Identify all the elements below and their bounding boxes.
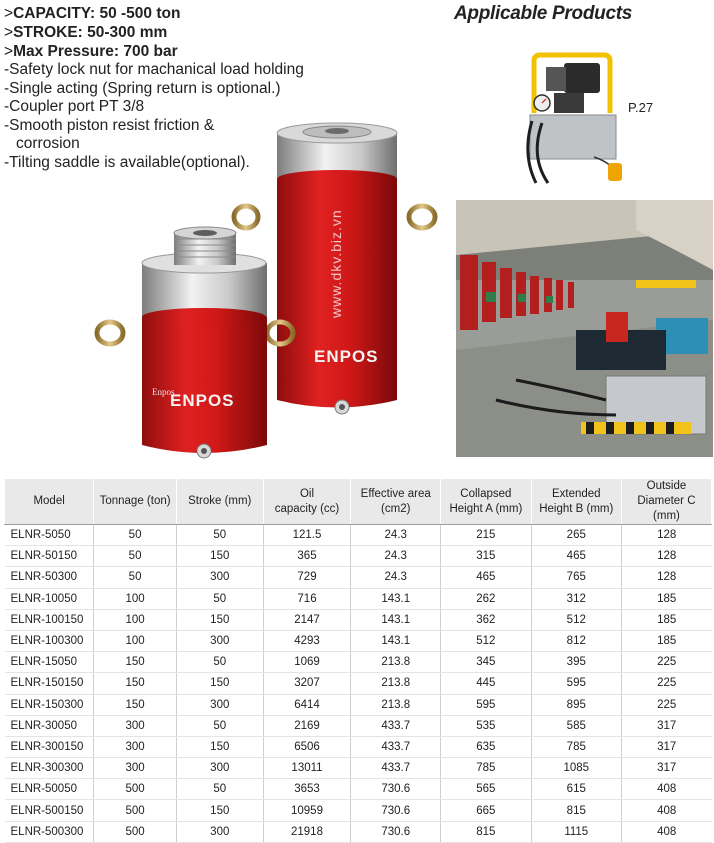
table-cell: ELNR-300150 xyxy=(5,736,94,757)
table-cell: 185 xyxy=(621,630,711,651)
table-cell: 121.5 xyxy=(263,525,351,546)
table-cell: 24.3 xyxy=(351,567,441,588)
table-cell: ELNR-150150 xyxy=(5,673,94,694)
table-cell: 10959 xyxy=(263,800,351,821)
table-cell: 565 xyxy=(441,779,532,800)
table-cell: 185 xyxy=(621,588,711,609)
table-cell: 730.6 xyxy=(351,800,441,821)
table-cell: 300 xyxy=(176,630,263,651)
table-cell: 6506 xyxy=(263,736,351,757)
table-cell: 300 xyxy=(176,694,263,715)
pressure-spec: >Max Pressure: 700 bar xyxy=(4,43,178,60)
table-row xyxy=(5,715,712,736)
table-cell: 815 xyxy=(531,800,621,821)
table-cell: 300 xyxy=(94,736,177,757)
table-cell: 213.8 xyxy=(351,652,441,673)
table-cell: 50 xyxy=(94,567,177,588)
table-row xyxy=(5,567,712,588)
table-cell: 150 xyxy=(176,800,263,821)
table-cell: 1085 xyxy=(531,758,621,779)
table-cell: 50 xyxy=(94,546,177,567)
page-reference: P.27 xyxy=(628,100,654,115)
table-cell: 585 xyxy=(531,715,621,736)
table-cell: 815 xyxy=(441,821,532,842)
table-cell: 362 xyxy=(441,609,532,630)
table-cell: 143.1 xyxy=(351,630,441,651)
table-cell: 365 xyxy=(263,546,351,567)
table-cell: 317 xyxy=(621,758,711,779)
table-cell: 150 xyxy=(176,609,263,630)
table-cell: 100 xyxy=(94,588,177,609)
table-cell: 50 xyxy=(176,779,263,800)
col-header-collapsed-height: Collapsed Height A (mm) xyxy=(441,479,532,525)
table-cell: 433.7 xyxy=(351,736,441,757)
table-cell: 465 xyxy=(441,567,532,588)
table-cell: 317 xyxy=(621,715,711,736)
table-cell: 312 xyxy=(531,588,621,609)
table-cell: 345 xyxy=(441,652,532,673)
table-cell: 50 xyxy=(176,715,263,736)
table-cell: ELNR-10050 xyxy=(5,588,94,609)
table-cell: ELNR-100300 xyxy=(5,630,94,651)
table-cell: 300 xyxy=(94,715,177,736)
table-cell: ELNR-50150 xyxy=(5,546,94,567)
table-cell: 317 xyxy=(621,736,711,757)
table-cell: 21918 xyxy=(263,821,351,842)
table-cell: 128 xyxy=(621,567,711,588)
table-row xyxy=(5,736,712,757)
table-cell: 2169 xyxy=(263,715,351,736)
table-header-row xyxy=(5,479,712,525)
table-cell: 465 xyxy=(531,546,621,567)
table-cell: 4293 xyxy=(263,630,351,651)
svg-text:ENPOS: ENPOS xyxy=(170,391,235,410)
table-cell: 150 xyxy=(176,673,263,694)
table-row xyxy=(5,821,712,842)
table-cell: 24.3 xyxy=(351,525,441,546)
table-cell: 433.7 xyxy=(351,715,441,736)
table-cell: 300 xyxy=(176,821,263,842)
stroke-spec: >STROKE: 50-300 mm xyxy=(4,24,168,41)
hydraulic-pump-image xyxy=(520,45,624,185)
table-cell: 6414 xyxy=(263,694,351,715)
table-cell: 1115 xyxy=(531,821,621,842)
table-cell: 595 xyxy=(441,694,532,715)
table-cell: 512 xyxy=(531,609,621,630)
table-cell: 812 xyxy=(531,630,621,651)
table-cell: 500 xyxy=(94,779,177,800)
table-cell: 185 xyxy=(621,609,711,630)
col-header-outside-diameter: Outside Diameter C (mm) xyxy=(621,479,711,525)
table-cell: 445 xyxy=(441,673,532,694)
table-row xyxy=(5,525,712,546)
table-cell: 150 xyxy=(94,652,177,673)
table-cell: 785 xyxy=(441,758,532,779)
col-header-model: Model xyxy=(5,479,94,525)
table-cell: 128 xyxy=(621,546,711,567)
col-header-tonnage: Tonnage (ton) xyxy=(94,479,177,525)
table-cell: 500 xyxy=(94,821,177,842)
table-cell: 3653 xyxy=(263,779,351,800)
feature-item: -Coupler port PT 3/8 xyxy=(4,98,145,115)
table-cell: 24.3 xyxy=(351,546,441,567)
table-cell: ELNR-15050 xyxy=(5,652,94,673)
table-cell: 395 xyxy=(531,652,621,673)
table-row xyxy=(5,652,712,673)
col-header-stroke: Stroke (mm) xyxy=(176,479,263,525)
table-cell: 50 xyxy=(176,588,263,609)
table-row xyxy=(5,609,712,630)
watermark-text: www.dkv.biz.vn xyxy=(328,209,344,318)
table-cell: 100 xyxy=(94,630,177,651)
table-cell: 2147 xyxy=(263,609,351,630)
table-row xyxy=(5,546,712,567)
table-cell: 13011 xyxy=(263,758,351,779)
feature-item: -Smooth piston resist friction & xyxy=(4,116,215,134)
table-cell: ELNR-100150 xyxy=(5,609,94,630)
table-cell: ELNR-50300 xyxy=(5,567,94,588)
table-cell: ELNR-500300 xyxy=(5,821,94,842)
svg-text:ENPOS: ENPOS xyxy=(314,347,379,366)
table-cell: 143.1 xyxy=(351,609,441,630)
table-cell: 150 xyxy=(176,546,263,567)
table-cell: 765 xyxy=(531,567,621,588)
table-cell: 595 xyxy=(531,673,621,694)
table-cell: ELNR-5050 xyxy=(5,525,94,546)
table-cell: 150 xyxy=(176,736,263,757)
table-cell: 300 xyxy=(176,567,263,588)
table-row xyxy=(5,694,712,715)
table-cell: ELNR-300300 xyxy=(5,758,94,779)
table-cell: 729 xyxy=(263,567,351,588)
col-header-extended-height: Extended Height B (mm) xyxy=(531,479,621,525)
table-cell: 50 xyxy=(176,652,263,673)
capacity-spec: >CAPACITY: 50 -500 ton xyxy=(4,5,181,22)
table-cell: 213.8 xyxy=(351,673,441,694)
feature-item: -Tilting saddle is available(optional). xyxy=(4,153,250,171)
table-row xyxy=(5,588,712,609)
table-cell: 408 xyxy=(621,800,711,821)
factory-photo xyxy=(456,200,713,457)
spec-table xyxy=(4,478,712,843)
table-cell: 3207 xyxy=(263,673,351,694)
table-cell: 50 xyxy=(94,525,177,546)
table-cell: 150 xyxy=(94,694,177,715)
table-cell: 213.8 xyxy=(351,694,441,715)
table-cell: 50 xyxy=(176,525,263,546)
table-cell: 665 xyxy=(441,800,532,821)
feature-item: -Safety lock nut for machanical load holding xyxy=(4,61,304,78)
table-cell: ELNR-50050 xyxy=(5,779,94,800)
applicable-products-title: Applicable Products xyxy=(454,3,633,24)
table-cell: 615 xyxy=(531,779,621,800)
table-cell: 100 xyxy=(94,609,177,630)
table-row xyxy=(5,800,712,821)
table-row xyxy=(5,758,712,779)
table-cell: 128 xyxy=(621,525,711,546)
table-cell: 300 xyxy=(176,758,263,779)
table-cell: 150 xyxy=(94,673,177,694)
svg-text:Enpos: Enpos xyxy=(152,387,175,397)
table-cell: 512 xyxy=(441,630,532,651)
table-cell: ELNR-500150 xyxy=(5,800,94,821)
col-header-effective-area: Effective area (cm2) xyxy=(351,479,441,525)
table-cell: 215 xyxy=(441,525,532,546)
table-cell: 300 xyxy=(94,758,177,779)
table-cell: 730.6 xyxy=(351,779,441,800)
table-cell: ELNR-150300 xyxy=(5,694,94,715)
feature-item-continued: corrosion xyxy=(16,135,80,152)
table-cell: 143.1 xyxy=(351,588,441,609)
table-cell: 265 xyxy=(531,525,621,546)
table-cell: 225 xyxy=(621,673,711,694)
table-cell: 225 xyxy=(621,652,711,673)
table-cell: 408 xyxy=(621,779,711,800)
table-row xyxy=(5,779,712,800)
table-cell: 716 xyxy=(263,588,351,609)
table-cell: 785 xyxy=(531,736,621,757)
hydraulic-cylinder-image xyxy=(92,115,442,465)
col-header-oil-capacity: Oil capacity (cc) xyxy=(263,479,351,525)
table-cell: 315 xyxy=(441,546,532,567)
table-row xyxy=(5,630,712,651)
table-cell: 408 xyxy=(621,821,711,842)
table-cell: 262 xyxy=(441,588,532,609)
feature-item: -Single acting (Spring return is optional.) xyxy=(4,79,281,97)
table-cell: 535 xyxy=(441,715,532,736)
table-cell: 500 xyxy=(94,800,177,821)
table-cell: 635 xyxy=(441,736,532,757)
table-cell: 225 xyxy=(621,694,711,715)
table-cell: 1069 xyxy=(263,652,351,673)
table-body xyxy=(5,525,712,843)
table-cell: 730.6 xyxy=(351,821,441,842)
table-cell: ELNR-30050 xyxy=(5,715,94,736)
table-row xyxy=(5,673,712,694)
table-cell: 895 xyxy=(531,694,621,715)
table-cell: 433.7 xyxy=(351,758,441,779)
